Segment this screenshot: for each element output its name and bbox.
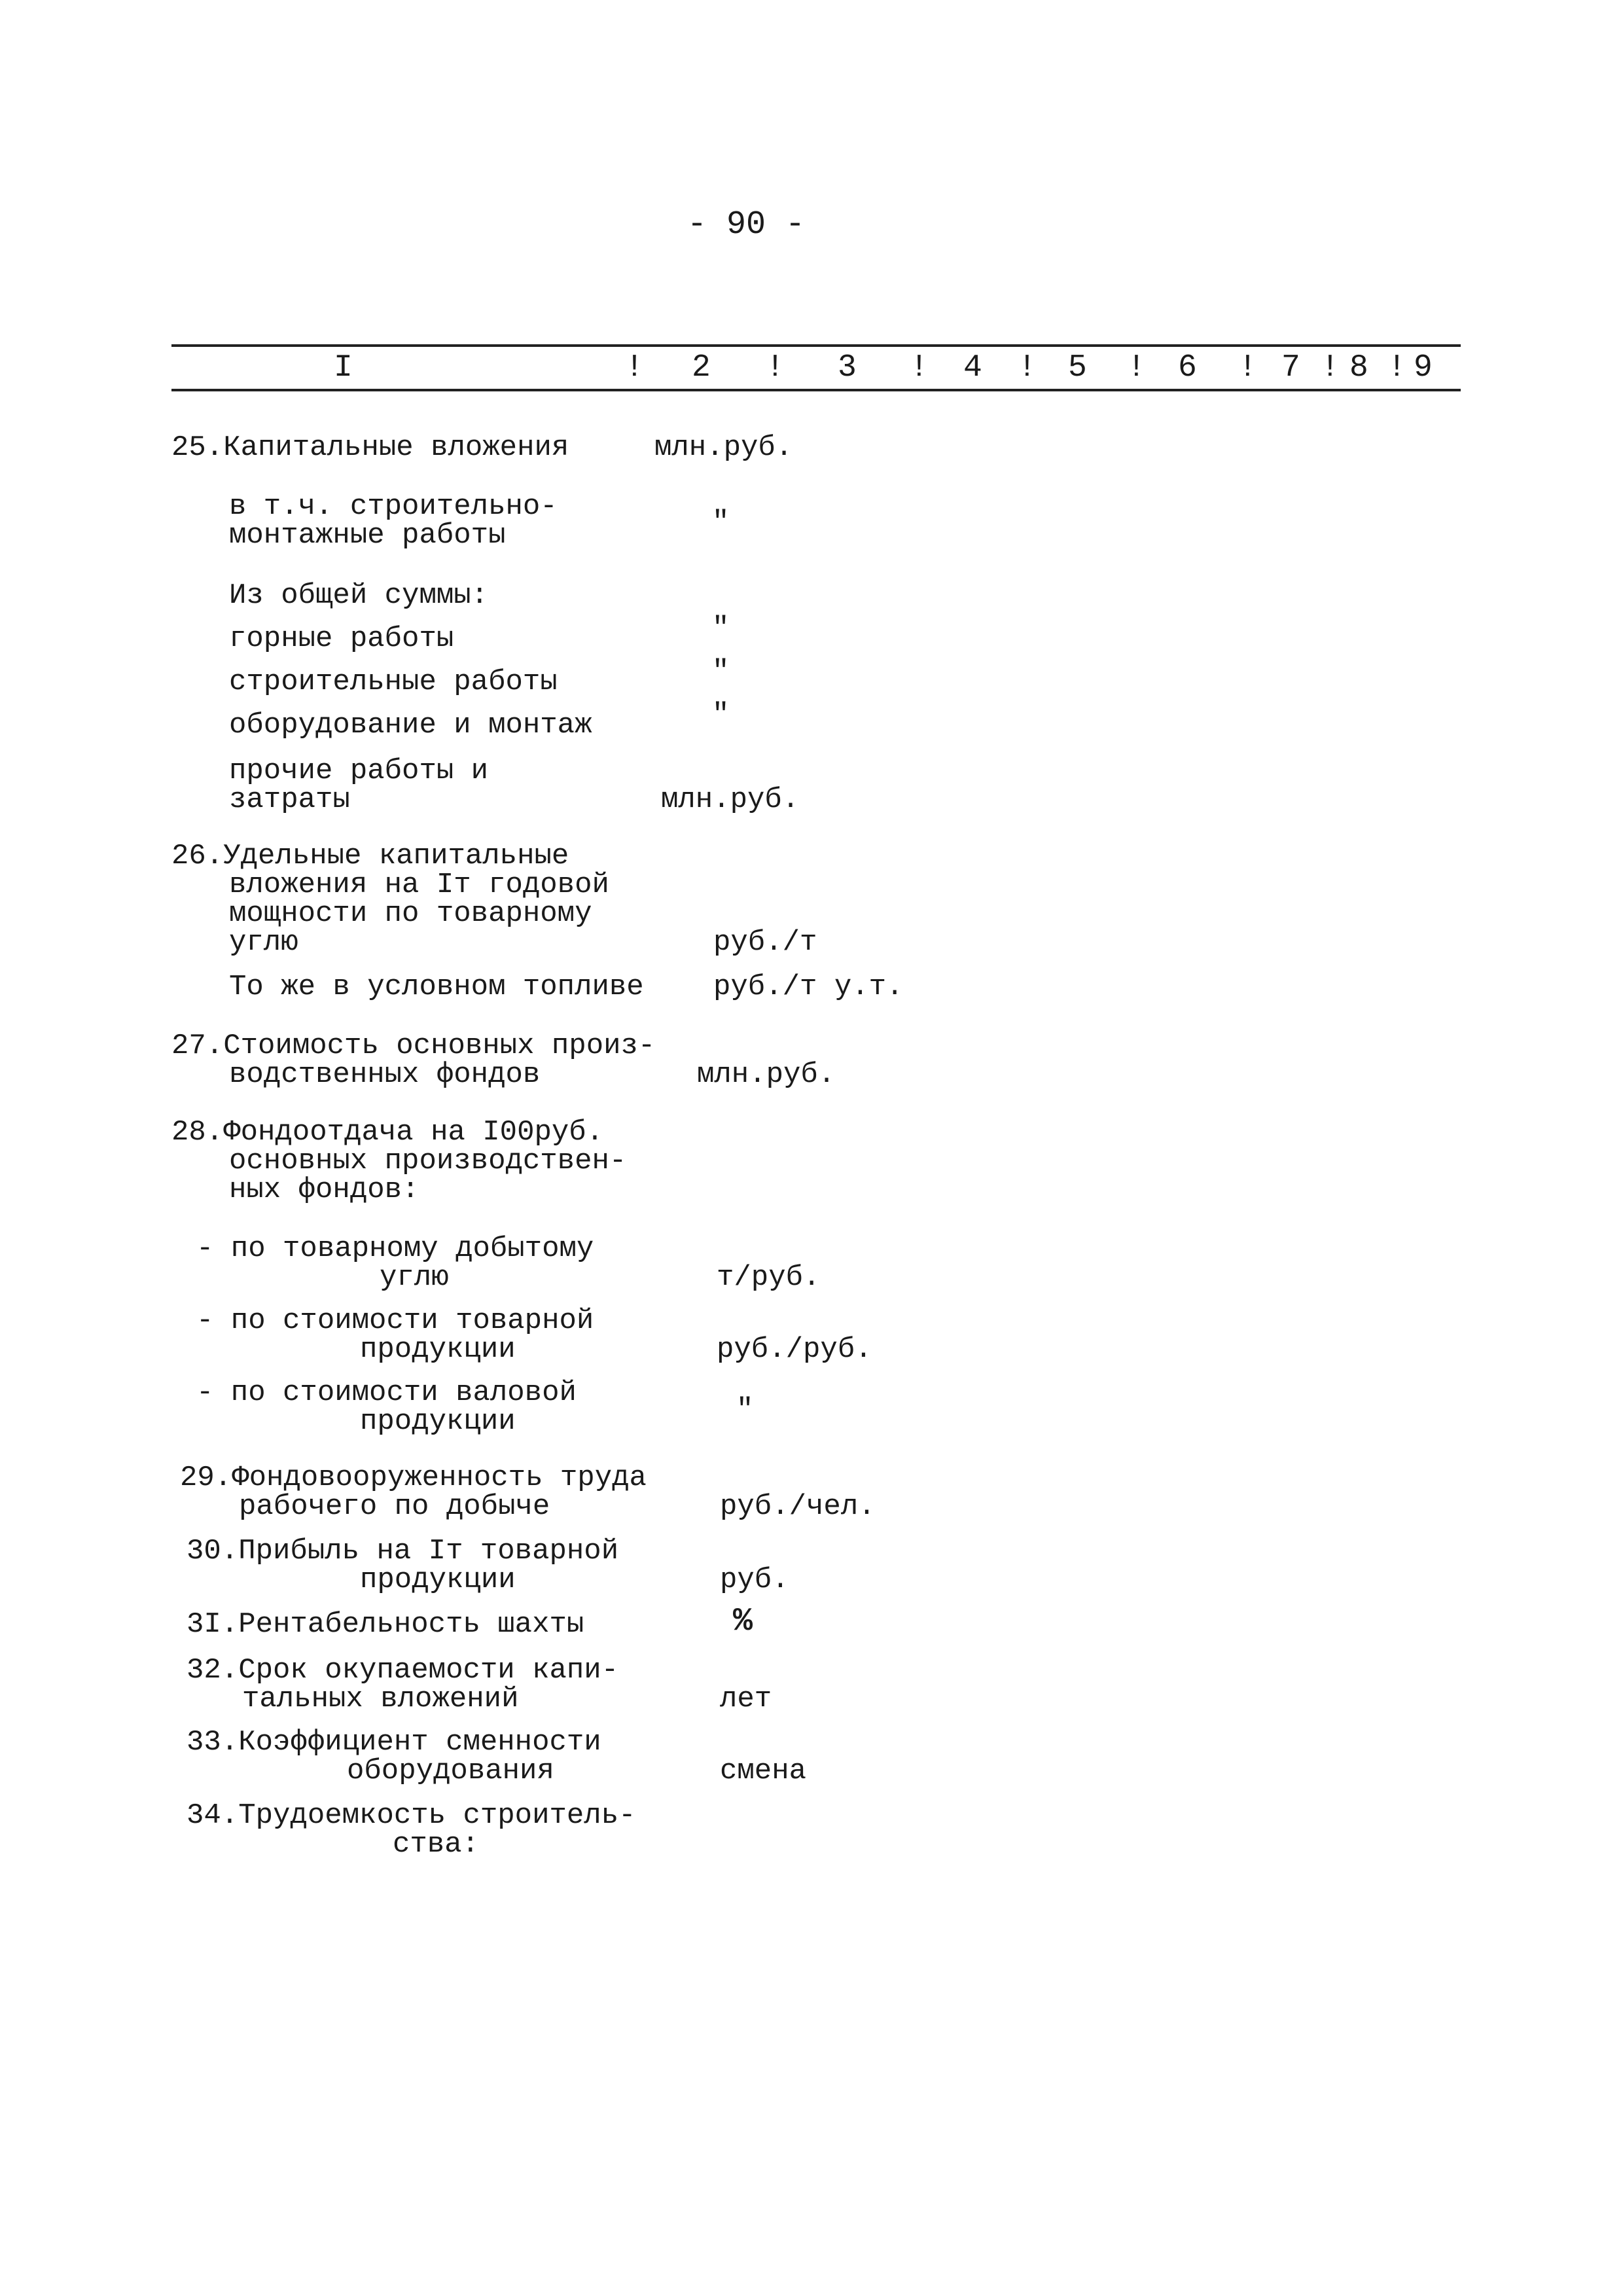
row-label-line: вложения на Iт годовой (229, 869, 609, 901)
row-32-unit: лет (720, 1683, 772, 1715)
column-header-6: 6 (1178, 350, 1197, 386)
column-header-7: 7 (1281, 350, 1300, 386)
row-label-line: оборудование и монтаж (229, 709, 592, 742)
page-number: - 90 - (687, 206, 806, 243)
row-26-unit: руб./т (713, 926, 817, 959)
row-unit: руб./руб. (717, 1333, 872, 1366)
row-label-line: горные работы (229, 622, 454, 655)
row-label-line: водственных фондов (229, 1058, 541, 1091)
row-unit: млн.руб. (661, 783, 800, 816)
row-26-label: 26.Удельные капитальные (171, 840, 569, 872)
row-29-label: 29.Фондовооруженность труда (180, 1462, 647, 1494)
row-label-line: продукции (360, 1405, 516, 1438)
row-label-line: - по стоимости валовой (196, 1376, 577, 1409)
row-28-label: 28.Фондоотдача на I00руб. (171, 1116, 604, 1149)
column-separator: ! (1127, 350, 1146, 386)
column-separator: ! (625, 350, 644, 386)
row-33-label: 33.Коэффициент сменности (187, 1726, 601, 1759)
row-label-line: Из общей суммы: (229, 579, 489, 612)
column-separator: ! (1018, 350, 1037, 386)
row-label-line: прочие работы и (229, 755, 489, 787)
row-27-unit: млн.руб. (697, 1058, 836, 1091)
table-bottom-rule (171, 389, 1461, 391)
row-label-line: ства: (393, 1828, 480, 1861)
row-label-line: ных фондов: (229, 1174, 419, 1206)
ditto-mark: " (712, 698, 730, 731)
row-32-label: 32.Срок окупаемости капи- (187, 1654, 619, 1687)
row-25-label: 25.Капитальные вложения (171, 431, 569, 464)
row-label-line: в т.ч. строительно- (229, 490, 558, 523)
row-33-unit: смена (720, 1755, 807, 1787)
ditto-mark: " (712, 612, 730, 645)
row-label-line: продукции (360, 1333, 516, 1366)
column-header-4: 4 (963, 350, 982, 386)
column-header-3: 3 (838, 350, 857, 386)
row-unit: руб./т у.т. (713, 971, 904, 1003)
row-unit: т/руб. (717, 1261, 821, 1294)
column-header-9: 9 (1414, 350, 1433, 386)
row-label-line: мощности по товарному (229, 897, 592, 930)
row-label-line: углю (380, 1261, 449, 1294)
row-label-line: То же в условном топливе (229, 971, 644, 1003)
row-30-unit: руб. (720, 1564, 789, 1596)
column-header-1: I (334, 350, 353, 386)
ditto-mark: " (712, 506, 730, 539)
ditto-mark: " (712, 655, 730, 688)
row-31-unit: % (733, 1603, 753, 1640)
row-29-unit: руб./чел. (720, 1490, 876, 1523)
column-separator: ! (1387, 350, 1406, 386)
column-separator: ! (910, 350, 929, 386)
row-label-line: - по стоимости товарной (196, 1304, 594, 1337)
ditto-mark: " (736, 1393, 754, 1426)
row-25-unit: млн.руб. (654, 431, 793, 464)
row-34-label: 34.Трудоемкость строитель- (187, 1799, 636, 1832)
row-label-line: основных производствен- (229, 1145, 627, 1177)
table-top-rule (171, 344, 1461, 347)
column-header-5: 5 (1068, 350, 1087, 386)
column-separator: ! (766, 350, 785, 386)
row-label-line: строительные работы (229, 666, 558, 698)
row-label-line: углю (229, 926, 298, 959)
row-30-label: 30.Прибыль на Iт товарной (187, 1535, 619, 1568)
row-label-line: монтажные работы (229, 519, 506, 552)
row-27-label: 27.Стоимость основных произ- (171, 1030, 656, 1062)
row-31-label: 3I.Рентабельность шахты (187, 1608, 584, 1641)
row-label-line: рабочего по добыче (239, 1490, 550, 1523)
row-label-line: оборудования (347, 1755, 554, 1787)
row-label-line: - по товарному добытому (196, 1232, 594, 1265)
column-separator: ! (1321, 350, 1340, 386)
row-label-line: продукции (360, 1564, 516, 1596)
column-header-2: 2 (692, 350, 711, 386)
row-label-line: затраты (229, 783, 350, 816)
row-label-line: тальных вложений (242, 1683, 519, 1715)
column-separator: ! (1238, 350, 1257, 386)
column-header-8: 8 (1349, 350, 1368, 386)
